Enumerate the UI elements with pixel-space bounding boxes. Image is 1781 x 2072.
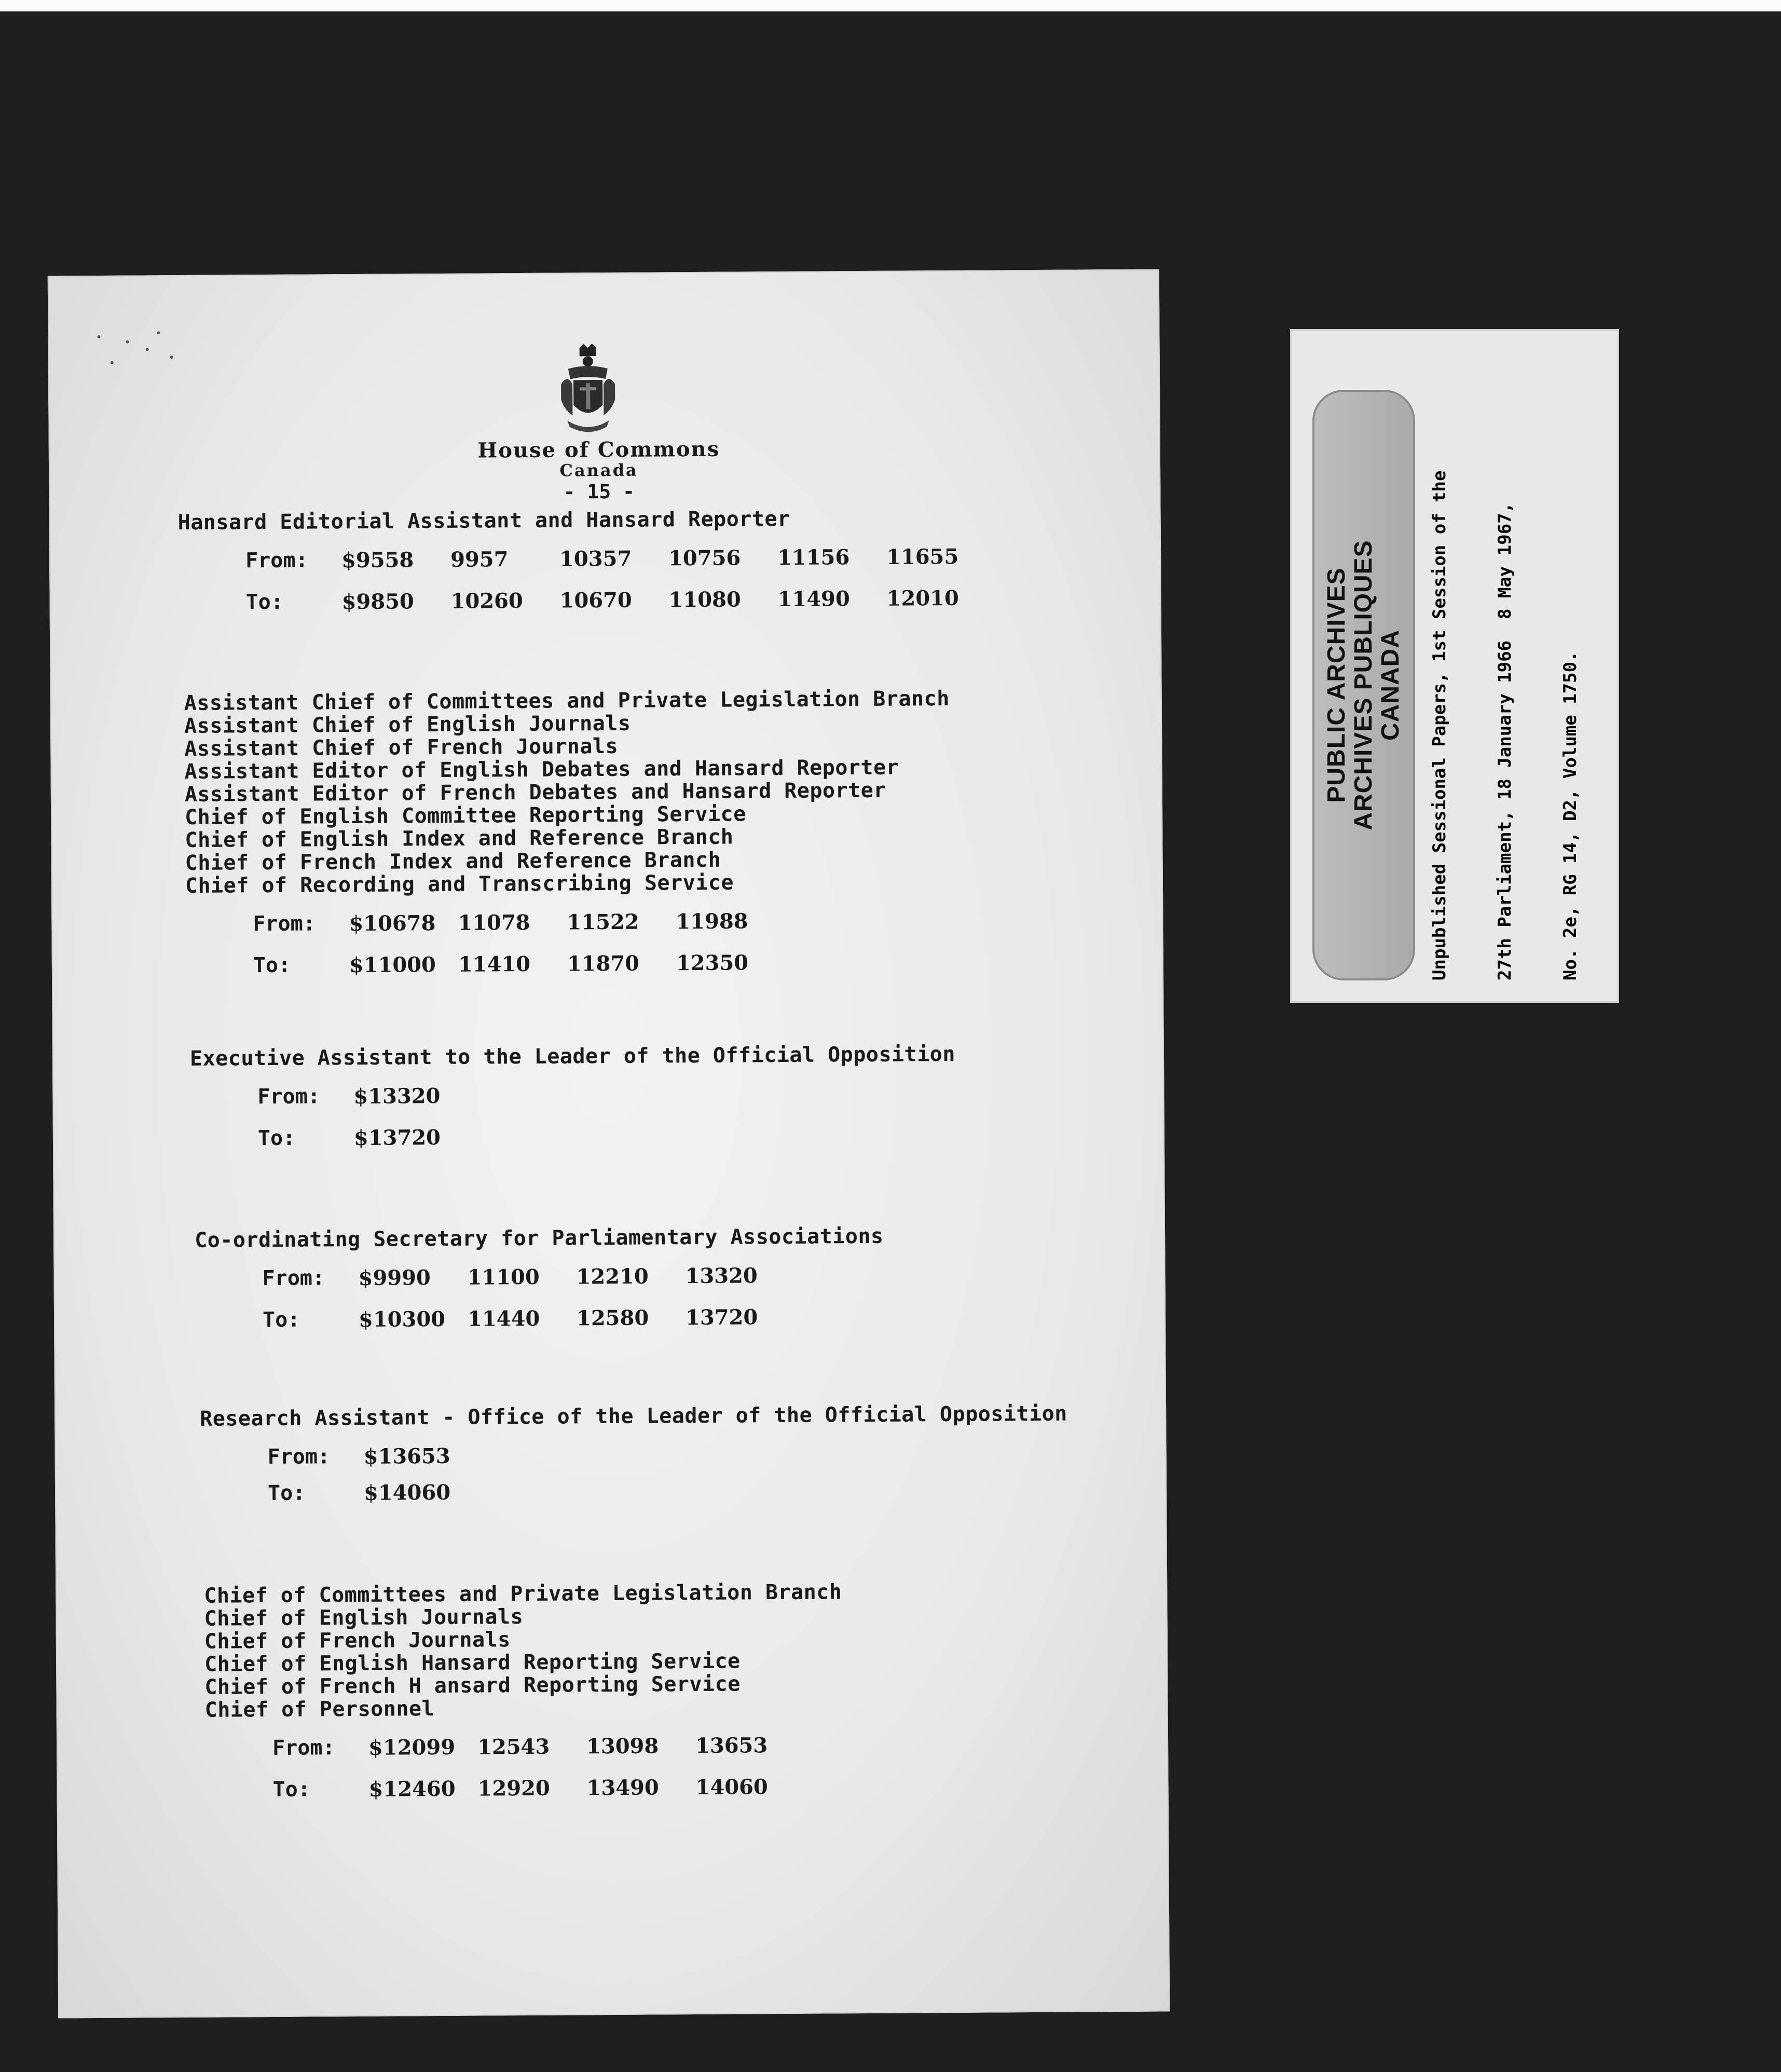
position-title: Assistant Chief of Committees and Private Legislation Branch	[184, 686, 950, 715]
to-label: To:	[272, 1777, 310, 1802]
salary-value: 10357	[559, 546, 632, 571]
position-title: Research Assistant - Office of the Leader of the Official Opposition	[200, 1401, 1067, 1431]
salary-value: $13320	[353, 1083, 441, 1109]
stamp-line: ARCHIVES PUBLIQUES	[1350, 540, 1377, 830]
salary-value: $11000	[349, 952, 436, 977]
salary-value: $9558	[341, 547, 414, 572]
salary-value: $13653	[363, 1443, 450, 1469]
salary-value: 14060	[695, 1774, 768, 1800]
salary-value: 10670	[559, 588, 632, 613]
page-number: - 15 -	[563, 480, 635, 503]
from-label: From:	[272, 1736, 335, 1760]
salary-value: 9957	[450, 547, 509, 572]
salary-value: 12350	[676, 950, 749, 975]
position-title: Chief of English Committee Reporting Service	[185, 802, 746, 829]
salary-section-executive-assistant	[190, 1043, 956, 1154]
salary-value: 13653	[695, 1733, 768, 1758]
from-label: From:	[262, 1266, 325, 1291]
salary-value: $9990	[358, 1265, 431, 1290]
country-name: Canada	[559, 460, 638, 481]
salary-value: 12210	[576, 1264, 649, 1289]
salary-value: 11440	[467, 1306, 540, 1331]
position-title: Chief of French Index and Reference Branch	[185, 848, 721, 875]
salary-value: 11490	[777, 586, 850, 611]
salary-value: 11410	[458, 951, 531, 977]
salary-value: $9850	[341, 589, 414, 614]
stamp-line: CANADA	[1377, 630, 1404, 741]
to-label: To:	[262, 1307, 300, 1332]
position-title: Chief of French Journals	[204, 1628, 511, 1654]
position-title: Chief of Personnel	[204, 1697, 435, 1722]
salary-value: 10756	[668, 545, 741, 570]
document-page	[48, 269, 1170, 2018]
salary-value: 12920	[477, 1776, 550, 1801]
from-row	[257, 1077, 955, 1112]
salary-value: 13098	[586, 1733, 659, 1759]
salary-section-hansard-editorial	[178, 506, 996, 618]
archives-stamp	[1312, 390, 1415, 980]
salary-value: 13490	[586, 1775, 659, 1800]
speckle-marks	[48, 269, 1159, 276]
archive-citation	[1385, 470, 1625, 980]
salary-value: 10260	[450, 588, 523, 614]
citation-line: Unpublished Sessional Papers, 1st Session of the	[1429, 470, 1450, 980]
salary-value: $12460	[368, 1776, 456, 1802]
from-label: From:	[267, 1444, 331, 1469]
position-title: Executive Assistant to the Leader of the Official Opposition	[189, 1042, 956, 1071]
position-title: Assistant Editor of French Debates and Hansard Reporter	[184, 778, 887, 807]
salary-value: 11080	[668, 587, 741, 612]
position-title: Assistant Editor of English Debates and Hansard Reporter	[184, 755, 899, 784]
salary-value: 12543	[477, 1734, 550, 1760]
from-label: From:	[245, 548, 308, 573]
to-row	[245, 582, 995, 618]
salary-value: $10300	[358, 1306, 446, 1332]
archive-label	[1290, 329, 1619, 1003]
from-row	[253, 904, 951, 939]
salary-section-chiefs	[204, 1580, 843, 1806]
position-title: Chief of French H ansard Reporting Service	[204, 1672, 741, 1699]
from-row	[262, 1259, 884, 1294]
to-label: To:	[245, 590, 284, 615]
position-title: Chief of Recording and Transcribing Service	[185, 870, 734, 898]
to-row	[272, 1770, 843, 1805]
salary-value: 11078	[458, 910, 530, 935]
position-title: Co-ordinating Secretary for Parliamentary Associations	[194, 1224, 884, 1252]
salary-value: 11156	[777, 544, 850, 570]
to-row	[263, 1301, 884, 1335]
coat-of-arms-icon	[557, 343, 620, 437]
from-row	[245, 540, 995, 576]
to-label: To:	[267, 1481, 306, 1506]
position-title: Chief of English Journals	[204, 1605, 524, 1631]
salary-value: $12099	[368, 1735, 456, 1760]
salary-section-assistant-chiefs	[184, 687, 951, 982]
salary-value: 13320	[685, 1263, 758, 1288]
salary-section-coordinating-secretary	[195, 1225, 884, 1336]
salary-value: $14060	[363, 1480, 451, 1505]
salary-value: $10678	[349, 910, 436, 936]
archive-label-rotated	[1292, 331, 1618, 1001]
top-border	[0, 0, 1781, 11]
to-row	[253, 946, 951, 981]
salary-value: 11655	[886, 544, 959, 569]
salary-value: 13720	[685, 1304, 758, 1330]
position-title: Chief of English Hansard Reporting Service	[204, 1649, 741, 1676]
salary-value: 11522	[567, 909, 639, 934]
to-row	[268, 1473, 1068, 1509]
stamp-line: PUBLIC ARCHIVES	[1323, 567, 1350, 803]
salary-value: 11988	[676, 908, 748, 934]
position-title: Assistant Chief of French Journals	[184, 734, 619, 761]
from-row	[267, 1437, 1067, 1473]
to-row	[258, 1119, 956, 1154]
from-label: From:	[257, 1084, 320, 1109]
to-label: To:	[253, 953, 291, 978]
salary-value: 12580	[576, 1305, 649, 1330]
institution-name: House of Commons	[477, 437, 720, 463]
position-title: Chief of English Index and Reference Branch	[185, 825, 734, 852]
from-row	[272, 1729, 843, 1764]
from-label: From:	[253, 911, 316, 936]
position-title: Hansard Editorial Assistant and Hansard Reporter	[177, 507, 790, 535]
salary-section-research-assistant	[200, 1402, 1068, 1509]
salary-value: 11100	[467, 1264, 540, 1290]
position-title: Chief of Committees and Private Legislation Branch	[204, 1580, 842, 1608]
salary-value: 12010	[886, 585, 959, 611]
citation-line: 27th Parliament, 18 January 1966 8 May 1967,	[1495, 502, 1515, 980]
salary-value: 11870	[567, 951, 640, 976]
salary-value: $13720	[353, 1125, 441, 1150]
citation-line: No. 2e, RG 14, D2, Volume 1750.	[1560, 651, 1581, 980]
to-label: To:	[257, 1126, 296, 1151]
position-title: Assistant Chief of English Journals	[184, 711, 631, 738]
